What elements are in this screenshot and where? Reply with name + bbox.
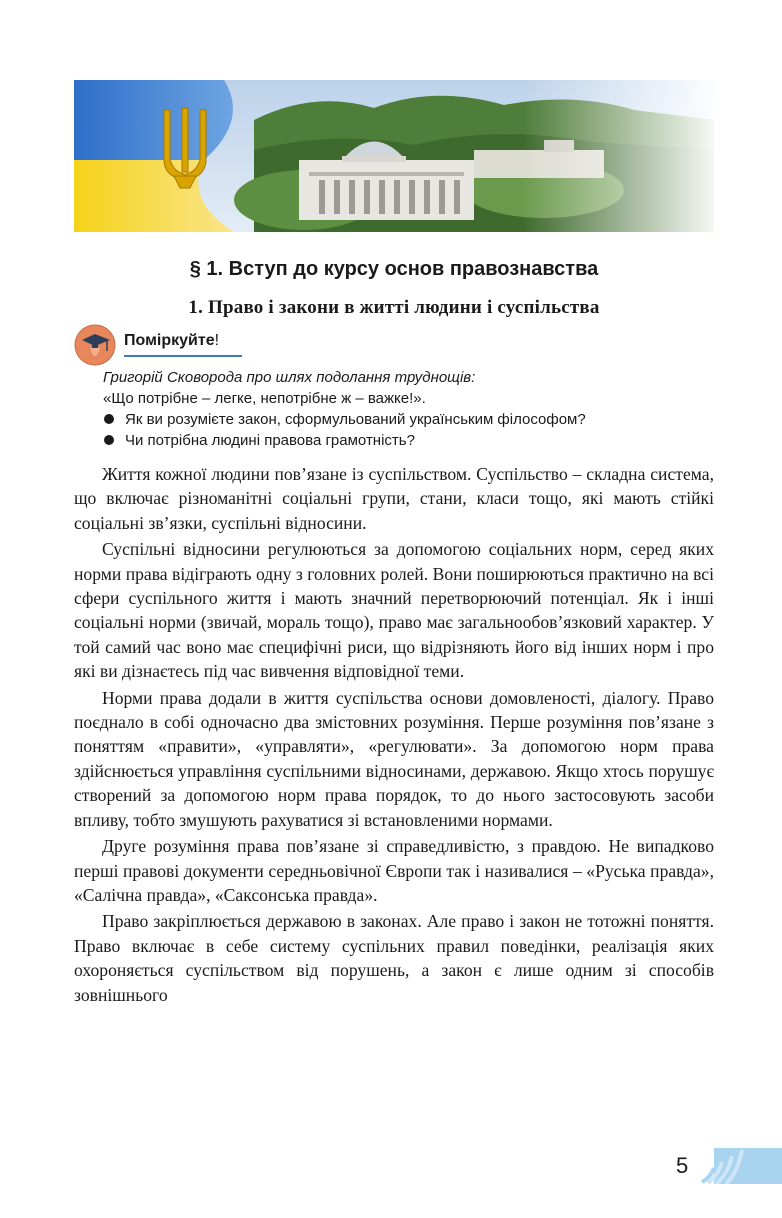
quote-text: «Що потрібне – легке, непотрібне ж – важке!».	[103, 390, 426, 407]
bullet-icon	[104, 435, 114, 445]
think-label-mark: !	[214, 332, 220, 349]
question-text: Чи потрібна людині правова грамотність?	[125, 432, 415, 449]
paragraph: Суспільні відносини регулюються за допомогою соціальних норм, серед яких норми права відіграють одну з головних ролей. Вони поширюються практично на всі сфери суспільного життя і мають значний перетворюючий потенціал. Як і інші соціальні норми (звичай, мораль тощо), право має загальнообов’язковий характер. У той самий час воно має специфічні риси, що відрізняють його від інших норм і про які ви дізнаєтесь під час вивчення відповідної теми.	[74, 539, 714, 682]
question-text: Як ви розумієте закон, сформульований українським філософом?	[125, 411, 586, 428]
quote-author: Григорій Сковорода про шлях подолання труднощів:	[103, 369, 476, 386]
body-text	[74, 462, 714, 1009]
page-number: 5	[676, 1153, 689, 1178]
bullet-icon	[104, 414, 114, 424]
page-corner-tab	[700, 1148, 782, 1184]
paragraph: Право закріплюється державою в законах. Але право і закон не тотожні поняття. Право включає в себе систему суспільних правил поведінки, реалізація яких охороняється суспільством від порушень, а закон є лише одним зі способів зовнішнього	[74, 911, 714, 1005]
graduation-cap-icon	[74, 324, 116, 366]
header-banner-image	[74, 80, 714, 232]
think-label	[124, 332, 219, 350]
question-item	[103, 409, 723, 430]
think-label-text: Поміркуйте	[124, 332, 215, 349]
subsection-title: 1. Право і закони в житті людини і суспільства	[188, 297, 600, 318]
question-item	[103, 430, 723, 451]
think-label-underline	[124, 355, 242, 357]
section-title: § 1. Вступ до курсу основ правознавства	[189, 258, 599, 280]
paragraph: Норми права додали в життя суспільства основи домовленості, діалогу. Право поєднало в собі одночасно два змістовних розуміння. Перше розуміння пов’язане з поняттям «правити», «управляти», «регулювати». За допомогою норм права здійснюється управління суспільними відносинами, державою. Якщо хтось порушує створений за допомогою норм права порядок, то до нього застосовують засоби впливу, тобто змушують рахуватися зі встановленими нормами.	[74, 687, 714, 830]
think-prompt	[103, 367, 723, 451]
paragraph: Друге розуміння права пов’язане зі справедливістю, з правдою. Не випадково перші правові документи середньовічної Європи так і називалися – «Руська правда», «Салічна правда», «Саксонська правда».	[74, 836, 714, 905]
paragraph: Життя кожної людини пов’язане із суспільством. Суспільство – складна система, що включає різноманітні соціальні групи, стани, класи тощо, які мають стійкі соціальні зв’язки, суспільні відносини.	[74, 464, 714, 533]
